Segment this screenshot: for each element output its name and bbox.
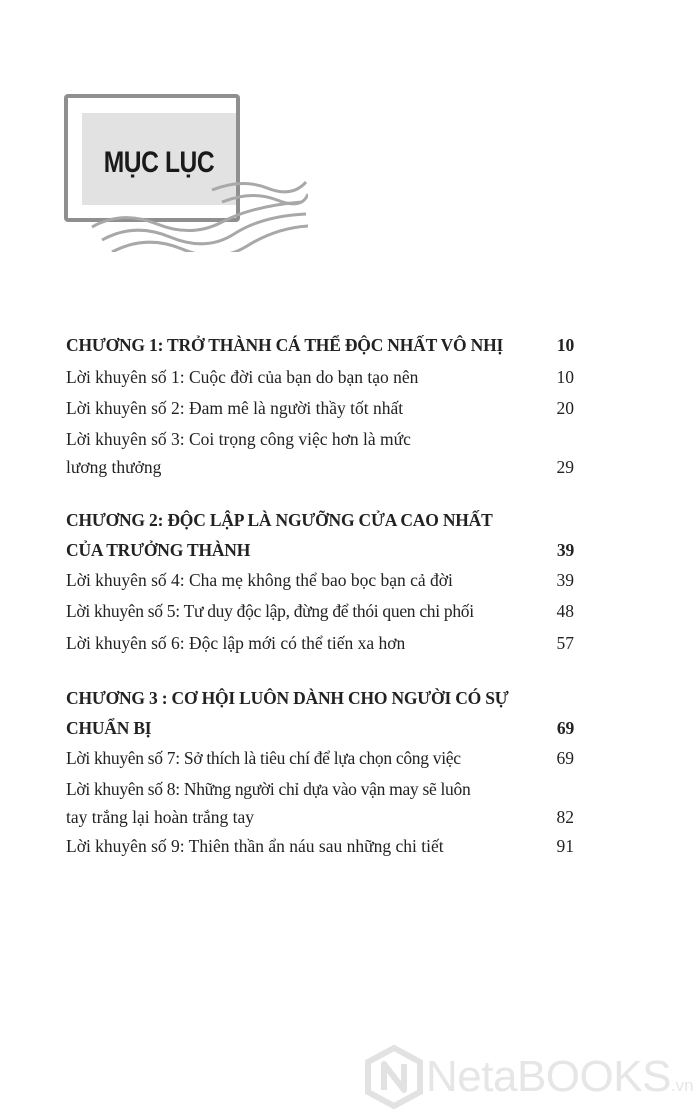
entry-title: Lời khuyên số 6: Độc lập mới có thể tiến xa hơn [66, 632, 406, 653]
toc-entry[interactable] [66, 362, 574, 394]
chapter-title-line-2: CỦA TRƯỞNG THÀNH [66, 539, 251, 560]
page-number: 69 [556, 718, 574, 738]
page-number: 69 [556, 748, 574, 768]
entry-title-line-1: Lời khuyên số 3: Coi trọng công việc hơn là mức [66, 428, 411, 449]
chapter-title: CHƯƠNG 1: TRỞ THÀNH CÁ THỂ ĐỘC NHẤT VÔ NHỊ [66, 335, 504, 355]
page-number: 39 [556, 539, 574, 560]
page-number: 39 [556, 569, 574, 590]
chapter-title [66, 683, 546, 743]
page-number: 10 [556, 335, 574, 355]
entry-title-line-2: lương thưởng [66, 456, 162, 477]
toc-entry[interactable] [66, 425, 574, 481]
page-number: 57 [556, 632, 574, 653]
page-number: 29 [556, 456, 574, 477]
chapter-title-line-1: CHƯƠNG 3 : CƠ HỘI LUÔN DÀNH CHO NGƯỜI CÓ SỰ [66, 688, 509, 708]
toc-entry[interactable] [66, 393, 574, 425]
toc-entry[interactable] [66, 628, 574, 660]
chapter-2 [66, 505, 574, 660]
table-of-contents [66, 330, 574, 886]
chapter-title-line-1: CHƯƠNG 2: ĐỘC LẬP LÀ NGƯỠNG CỬA CAO NHẤT [66, 509, 493, 530]
page-number: 48 [556, 601, 574, 621]
toc-entry[interactable] [66, 565, 574, 597]
page-number: 20 [556, 398, 574, 418]
chapter-heading[interactable] [66, 683, 574, 743]
chapter-heading[interactable] [66, 505, 574, 565]
entry-title: Lời khuyên số 5: Tư duy độc lập, đừng để thói quen chi phối [66, 601, 474, 621]
entry-title [66, 775, 546, 831]
chapter-1 [66, 330, 574, 481]
chapter-3 [66, 683, 574, 862]
entry-title-line-1: Lời khuyên số 8: Những người chỉ dựa vào vận may sẽ luôn [66, 778, 471, 799]
watermark-suffix: .vn [670, 1076, 694, 1095]
toc-entry[interactable] [66, 596, 574, 628]
chapter-title [66, 505, 546, 565]
entry-title: Lời khuyên số 7: Sở thích là tiêu chí để lựa chọn công việc [66, 748, 461, 768]
watermark-brand: NetaBOOKS [426, 1052, 671, 1101]
page-number: 82 [556, 806, 574, 827]
watermark-text [426, 1052, 694, 1102]
entry-title: Lời khuyên số 1: Cuộc đời của bạn do bạn tạo nên [66, 366, 419, 387]
toc-entry[interactable] [66, 743, 574, 775]
toc-entry[interactable] [66, 775, 574, 831]
page-number: 10 [556, 366, 574, 387]
entry-title: Lời khuyên số 4: Cha mẹ không thể bao bọc bạn cả đời [66, 569, 453, 590]
chapter-heading[interactable] [66, 330, 574, 362]
entry-title [66, 425, 546, 481]
entry-title-line-2: tay trắng lại hoàn trắng tay [66, 806, 255, 827]
chapter-title-line-2: CHUẨN BỊ [66, 718, 152, 738]
page-number: 91 [556, 835, 574, 856]
entry-title: Lời khuyên số 2: Đam mê là người thầy tốt nhất [66, 398, 404, 418]
toc-entry[interactable] [66, 831, 574, 863]
page-title: MỤC LỤC [103, 146, 215, 179]
entry-title: Lời khuyên số 9: Thiên thần ẩn náu sau những chi tiết [66, 835, 444, 856]
